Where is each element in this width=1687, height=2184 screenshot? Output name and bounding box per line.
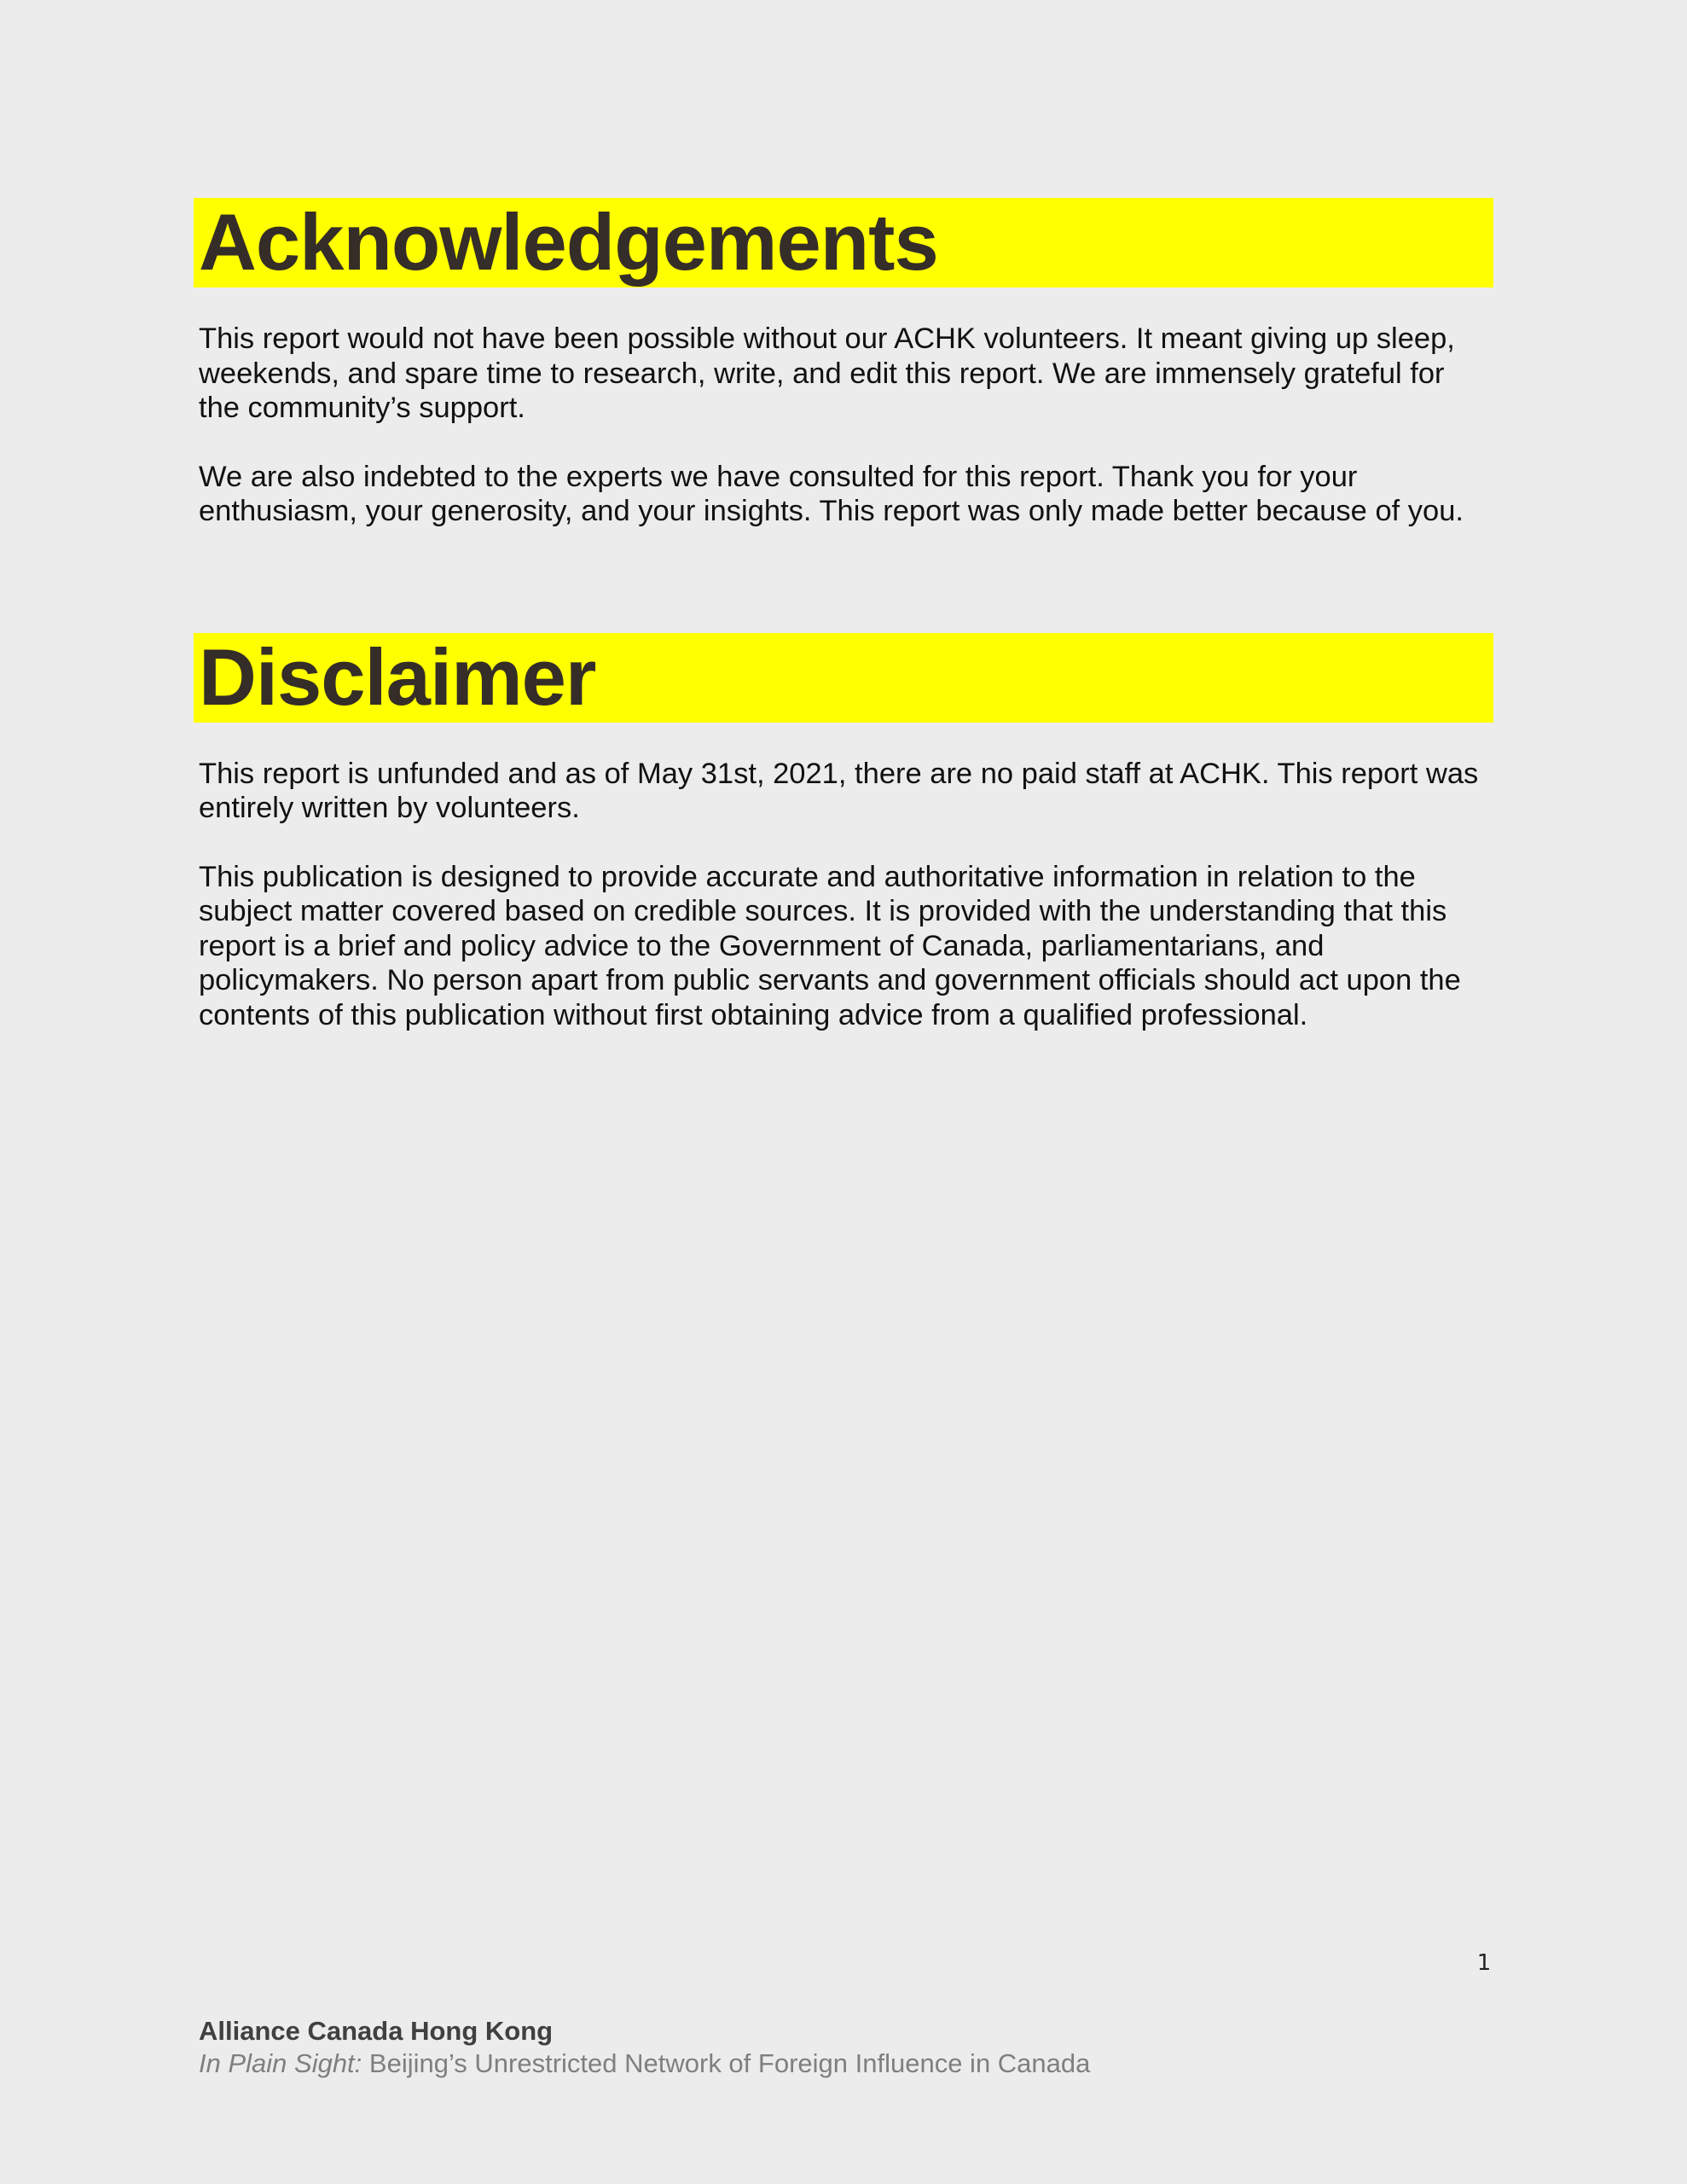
- footer-report-title-italic: In Plain Sight:: [199, 2048, 362, 2078]
- disclaimer-section: [194, 633, 1494, 1033]
- document-body: [194, 198, 1494, 1032]
- acknowledgements-section: [194, 198, 1494, 529]
- disclaimer-heading: Disclaimer: [199, 631, 596, 722]
- acknowledgements-heading: Acknowledgements: [199, 197, 938, 287]
- page-number: 1: [1476, 1950, 1492, 1976]
- acknowledgements-paragraph: We are also indebted to the experts we have consulted for this report. Thank you for your enthusiasm, your generosity, and your insights. This report was only made better because of you.: [199, 460, 1464, 527]
- acknowledgements-paragraph: This report would not have been possible without our ACHK volunteers. It meant giving up sleep, weekends, and spare time to research, write, and edit this report. We are immensely grateful for the community’s support.: [199, 322, 1455, 424]
- disclaimer-paragraph: This report is unfunded and as of May 31st, 2021, there are no paid staff at ACHK. This report was entirely written by volunteers.: [199, 757, 1479, 824]
- disclaimer-paragraph: This publication is designed to provide accurate and authoritative information in relation to the subject matter covered based on credible sources. It is provided with the understanding that this report is a brief and policy advice to the Government of Canada, parliamentarians, and policymakers. No person apart from public servants and government officials should act upon the contents of this publication without first obtaining advice from a qualified professional.: [199, 860, 1461, 1031]
- disclaimer-heading-highlight: [194, 633, 1493, 723]
- footer-report-title: [199, 2048, 1090, 2080]
- footer-report-subtitle: Beijing’s Unrestricted Network of Foreign Influence in Canada: [362, 2048, 1091, 2078]
- acknowledgements-heading-highlight: [194, 198, 1493, 288]
- footer-organization: Alliance Canada Hong Kong: [199, 2016, 554, 2046]
- page-footer: [199, 2015, 1090, 2080]
